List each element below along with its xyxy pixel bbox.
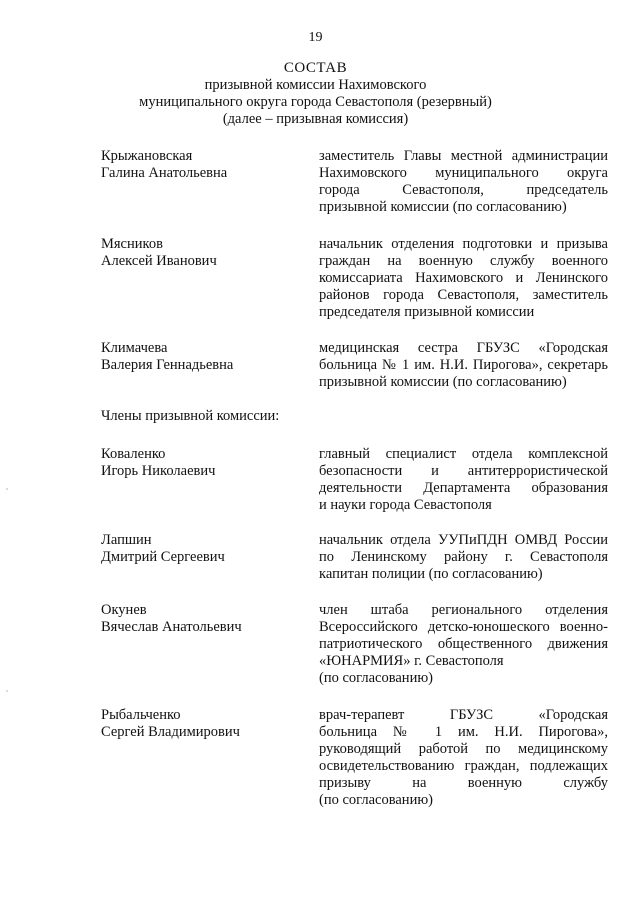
person-surname: Окунев	[101, 602, 147, 618]
role-line: деятельности Департамента образования	[319, 480, 608, 496]
role-line: призывной комиссии (по согласованию)	[319, 199, 567, 215]
scan-speck	[6, 690, 8, 692]
person-role	[319, 532, 608, 583]
role-line: главный специалист отдела комплексной	[319, 446, 608, 462]
role-line: больница № 1 им. Н.И. Пирогова», секретарь	[319, 357, 608, 373]
role-line: больница № 1 им. Н.И. Пирогова»,	[319, 724, 608, 740]
person-role	[319, 446, 608, 514]
person-name	[101, 532, 301, 566]
role-line: председателя призывной комиссии	[319, 304, 535, 320]
document-heading	[0, 60, 631, 128]
role-line: Всероссийского детско-юношеского военно-	[319, 619, 608, 635]
heading-line-1: призывной комиссии Нахимовского	[204, 77, 427, 93]
role-line: заместитель Главы местной администрации	[319, 148, 608, 164]
role-line: призыву на военную службу	[319, 775, 608, 791]
role-line: освидетельствованию граждан, подлежащих	[319, 758, 608, 774]
role-line: граждан на военную службу военного	[319, 253, 608, 269]
person-given-name: Алексей Иванович	[101, 253, 217, 269]
heading-line-2: муниципального округа города Севастополя (резервный)	[139, 94, 492, 110]
role-line: врач-терапевт ГБУЗС «Городская	[319, 707, 608, 723]
role-line: начальник отделения подготовки и призыва	[319, 236, 608, 252]
members-heading: Члены призывной комиссии:	[101, 408, 280, 424]
role-line: районов города Севастополя, заместитель	[319, 287, 608, 303]
person-name	[101, 340, 301, 374]
role-line: начальник отдела УУПиПДН ОМВД России	[319, 532, 608, 548]
role-line: Нахимовского муниципального округа	[319, 165, 608, 181]
heading-title: СОСТАВ	[283, 60, 348, 76]
person-role	[319, 236, 608, 321]
person-surname: Рыбальченко	[101, 707, 181, 723]
role-line: капитан полиции (по согласованию)	[319, 566, 543, 582]
person-given-name: Сергей Владимирович	[101, 724, 240, 740]
person-name	[101, 148, 301, 182]
person-given-name: Галина Анатольевна	[101, 165, 228, 181]
person-given-name: Дмитрий Сергеевич	[101, 549, 225, 565]
person-surname: Лапшин	[101, 532, 152, 548]
role-line: член штаба регионального отделения	[319, 602, 608, 618]
role-line: медицинская сестра ГБУЗС «Городская	[319, 340, 608, 356]
role-line: по Ленинскому району г. Севастополя	[319, 549, 608, 565]
person-role	[319, 707, 608, 809]
role-line: города Севастополя, председатель	[319, 182, 608, 198]
person-surname: Крыжановская	[101, 148, 193, 164]
role-line: призывной комиссии (по согласованию)	[319, 374, 567, 390]
person-role	[319, 602, 608, 687]
role-line: руководящий работой по медицинскому	[319, 741, 608, 757]
person-surname: Климачева	[101, 340, 168, 356]
person-given-name: Вячеслав Анатольевич	[101, 619, 242, 635]
person-name	[101, 707, 301, 741]
heading-line-3: (далее – призывная комиссия)	[222, 111, 409, 127]
role-line: (по согласованию)	[319, 792, 433, 808]
role-line: (по согласованию)	[319, 670, 433, 686]
person-name	[101, 236, 301, 270]
role-line: безопасности и антитеррористической	[319, 463, 608, 479]
role-line: комиссариата Нахимовского и Ленинского	[319, 270, 608, 286]
person-surname: Мясников	[101, 236, 163, 252]
person-name	[101, 446, 301, 480]
role-line: патриотического общественного движения	[319, 636, 608, 652]
scan-speck	[6, 488, 8, 490]
person-given-name: Валерия Геннадьевна	[101, 357, 234, 373]
role-line: «ЮНАРМИЯ» г. Севастополя	[319, 653, 504, 669]
page-number: 19	[308, 30, 323, 45]
role-line: и науки города Севастополя	[319, 497, 492, 513]
person-role	[319, 340, 608, 391]
person-surname: Коваленко	[101, 446, 166, 462]
person-given-name: Игорь Николаевич	[101, 463, 216, 479]
person-role	[319, 148, 608, 216]
person-name	[101, 602, 301, 636]
